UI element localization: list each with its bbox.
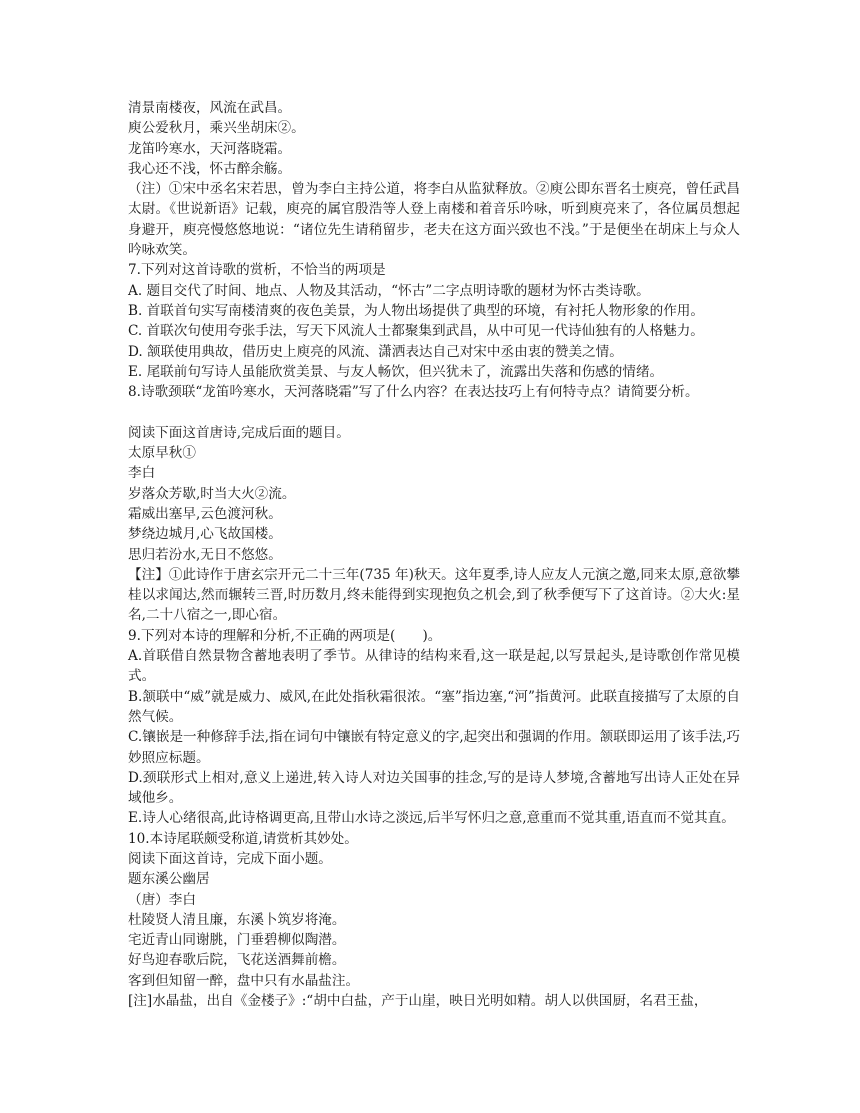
q7-option-a: A. 题目交代了时间、地点、人物及其活动，“怀古”二字点明诗歌的题材为怀古类诗歌。 (128, 282, 650, 299)
q7-option-d: D. 颔联使用典故，借历史上庾亮的风流、潇洒表达自己对宋中丞由衷的赞美之情。 (128, 343, 623, 360)
poem2-line: 梦绕边城月,心飞故国楼。 (128, 526, 282, 543)
poem2-line: 思归若汾水,无日不悠悠。 (128, 546, 282, 563)
q7-option-c: C. 首联次句使用夸张手法，写天下风流人士都聚集到武昌，从中可见一代诗仙独有的人格魅力。 (128, 323, 704, 340)
q7-option-b: B. 首联首句实写南楼清爽的夜色美景，为人物出场提供了典型的环境，有衬托人物形象的作用。 (128, 302, 704, 319)
poem2-note: 【注】①此诗作于唐玄宗开元二十三年(735 年)秋天。这年夏季,诗人应友人元演之邀,同来太原,意欲攀桂以求闻达,然而辗转三晋,时历数月,终未能得到实现抱负之机会,到了秋季便写下了这首诗。②大火:星名,二十八宿之一,即心宿。 (128, 566, 740, 624)
q9-option-d: D.颈联形式上相对,意义上递进,转入诗人对边关国事的挂念,写的是诗人梦境,含蓄地写出诗人正处在异域他乡。 (128, 769, 740, 807)
q9-option-c: C.镶嵌是一种修辞手法,指在词句中镶嵌有特定意义的字,起突出和强调的作用。颔联即运用了该手法,巧妙照应标题。 (128, 729, 740, 766)
poem3-title: 题东溪公幽居 (128, 871, 210, 888)
question-8: 8.诗歌颈联“龙笛吟寒水，天河落晓霜”写了什么内容？在表达技巧上有何特寺点？请简要分析。 (128, 384, 699, 401)
document-content (128, 98, 740, 1011)
q9-option-e: E.诗人心绪很高,此诗格调更高,且带山水诗之淡远,后半写怀归之意,意重而不觉其重,语直而不觉其直。 (128, 810, 735, 827)
poem3-line: 好鸟迎春歌后院，飞花送酒舞前檐。 (128, 952, 346, 969)
poem1-line: 庾公爱秋月，乘兴坐胡床②。 (128, 120, 305, 137)
q9-option-a: A.首联借自然景物含蓄地表明了季节。从律诗的结构来看,这一联是起,以写景起头,是诗歌创作常见模式。 (128, 648, 740, 685)
poem3-line: 客到但知留一醉，盘中只有水晶盐注。 (128, 972, 360, 989)
poem2-line: 岁落众芳歇,时当大火②流。 (128, 485, 296, 502)
poem1-note: （注）①宋中丞名宋若思，曾为李白主持公道，将李白从监狱释放。②庾公即东晋名士庾亮，曾任武昌太尉。《世说新语》记载，庾亮的属官殷浩等人登上南楼和着音乐吟咏，听到庾亮来了，各位属员想起身避开，庾亮慢悠悠地说：“诸位先生请稍留步，老夫在这方面兴致也不浅。”于是便坐在胡床上与众人吟咏欢笑。 (128, 181, 740, 259)
blank-line (128, 402, 740, 422)
poem3-line: 宅近青山同谢朓，门垂碧柳似陶潜。 (128, 932, 346, 949)
poem3-line: 杜陵贤人清且廉，东溪卜筑岁将淹。 (128, 911, 346, 928)
poem2-line: 霜威出塞早,云色渡河秋。 (128, 505, 282, 522)
q9-option-b: B.颔联中“威”就是威力、威风,在此处指秋霜很浓。“塞”指边塞,“河”指黄河。此联直接描写了太原的自然气候。 (128, 688, 740, 725)
poem1-line: 清景南楼夜，风流在武昌。 (128, 100, 292, 116)
poem3-intro: 阅读下面这首诗，完成下面小题。 (128, 850, 332, 867)
poem3-note: [注]水晶盐，出自《金楼子》:“胡中白盐，产于山崖，映日光明如精。胡人以供国厨，名君王盐， (128, 993, 708, 1010)
q7-option-e: E. 尾联前句写诗人虽能欣赏美景、与友人畅饮，但兴犹未了，流露出失落和伤感的情绪。 (128, 363, 664, 380)
question-9: 9.下列对本诗的理解和分析,不正确的两项是( )。 (128, 627, 442, 644)
poem1-line: 龙笛吟寒水，天河落晓霜。 (128, 140, 292, 157)
poem2-author: 李白 (128, 465, 156, 482)
question-10: 10.本诗尾联颇受称道,请赏析其妙处。 (128, 830, 358, 847)
poem2-title: 太原早秋① (128, 445, 196, 462)
poem3-author: （唐）李白 (128, 891, 196, 908)
question-7: 7.下列对这首诗歌的赏析，不恰当的两项是 (128, 262, 386, 279)
poem1-line: 我心还不浅，怀古醉余觞。 (128, 160, 292, 177)
poem2-intro: 阅读下面这首唐诗,完成后面的题目。 (128, 424, 350, 441)
